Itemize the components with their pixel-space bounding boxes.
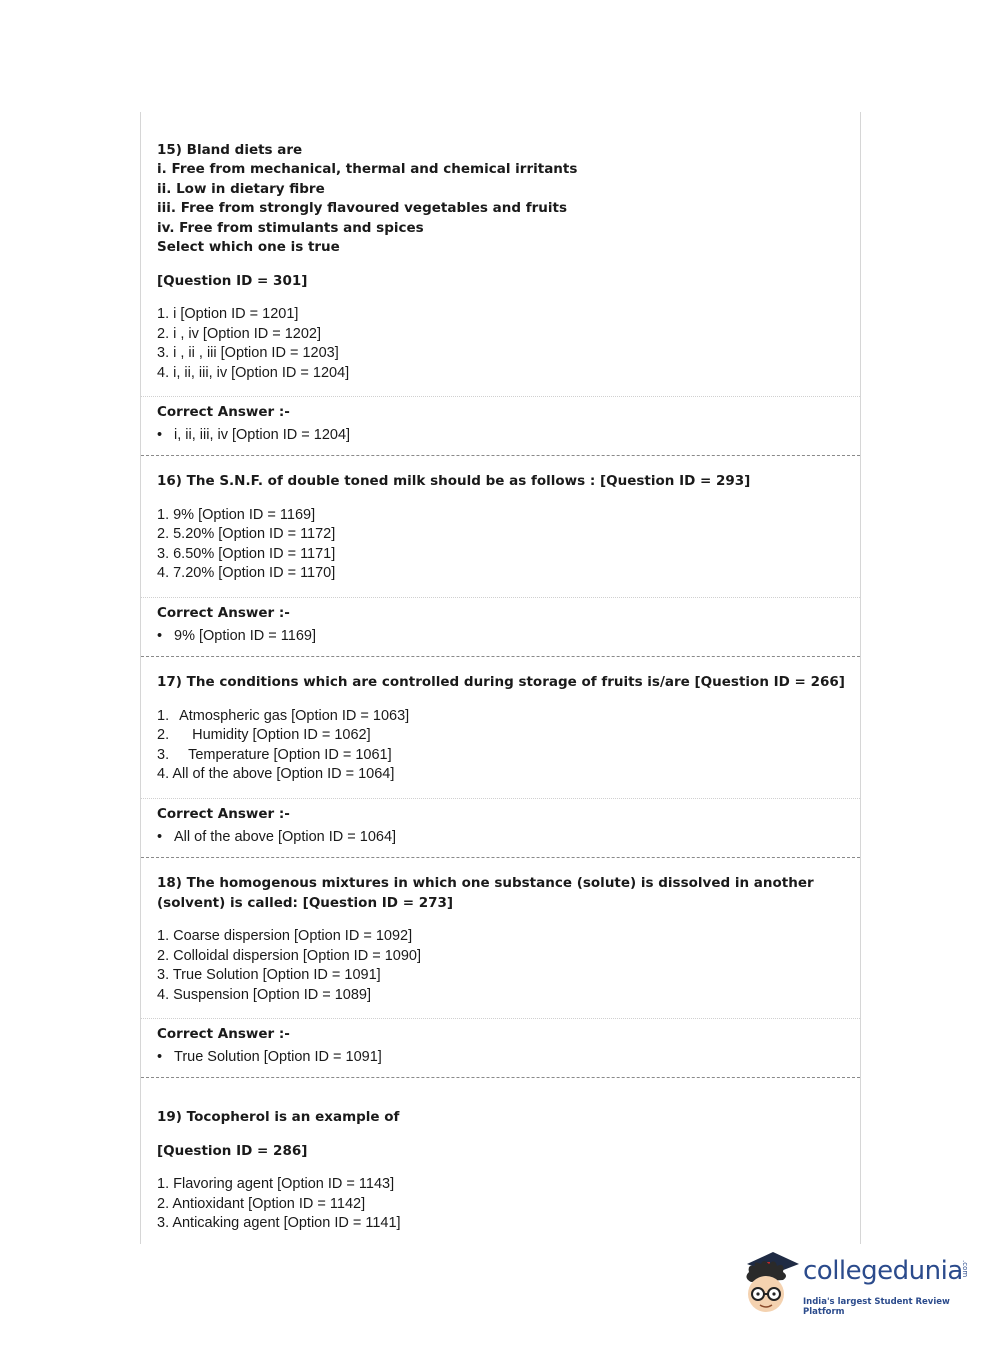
question-15-option-1: 1. i [Option ID = 1201] [157,306,299,322]
question-18-option-1: 1. Coarse dispersion [Option ID = 1092] [157,928,413,944]
question-15-instruction: Select which one is true [157,239,340,255]
logo-tagline: India's largest Student Review Platform [803,1297,950,1317]
question-19-id: [Question ID = 286] [157,1143,308,1159]
question-17-title: 17) The conditions which are controlled during storage of fruits is/are [Question ID = 266] [157,674,845,690]
divider [141,798,860,799]
question-15-option-4: 4. i, ii, iii, iv [Option ID = 1204] [157,365,350,381]
question-18-answer-label: Correct Answer :- [157,1026,290,1042]
question-18-title: 18) The homogenous mixtures in which one substance (solute) is dissolved in another (solvent) is called: [Question ID = 273] [157,875,814,911]
option-text: Atmospheric gas [Option ID = 1063] [179,708,410,724]
question-15-statement-4: iv. Free from stimulants and spices [157,220,424,236]
divider [141,1018,860,1019]
question-15-answer: • i, ii, iii, iv [Option ID = 1204] [157,426,350,444]
question-17-option-3 [157,746,392,764]
question-separator [141,656,860,657]
question-16-option-2: 2. 5.20% [Option ID = 1172] [157,526,336,542]
question-17-option-4 [157,765,394,783]
question-15-option-2: 2. i , iv [Option ID = 1202] [157,326,322,342]
question-15-statement-1: i. Free from mechanical, thermal and chemical irritants [157,161,578,177]
option-number: 4. [157,766,170,782]
question-18-option-2: 2. Colloidal dispersion [Option ID = 1090] [157,948,421,964]
question-16-option-4: 4. 7.20% [Option ID = 1170] [157,565,336,581]
question-15-title: 15) Bland diets are [157,142,303,158]
question-16-option-3: 3. 6.50% [Option ID = 1171] [157,546,336,562]
question-16-title: 16) The S.N.F. of double toned milk should be as follows : [Question ID = 293] [157,473,751,489]
student-mascot-icon [741,1250,801,1318]
question-separator [141,1077,860,1078]
question-19-option-2: 2. Antioxidant [Option ID = 1142] [157,1196,366,1212]
question-16-answer-label: Correct Answer :- [157,605,290,621]
question-17-option-2 [157,726,371,744]
question-separator [141,857,860,858]
question-19-option-3: 3. Anticaking agent [Option ID = 1141] [157,1215,401,1231]
question-15-option-3: 3. i , ii , iii [Option ID = 1203] [157,345,339,361]
question-16-answer: • 9% [Option ID = 1169] [157,627,316,645]
question-separator [141,455,860,456]
question-18-option-3: 3. True Solution [Option ID = 1091] [157,967,381,983]
question-17-option-1 [157,707,409,725]
logo-wordmark: collegedunia [803,1256,963,1286]
question-18-answer: • True Solution [Option ID = 1091] [157,1048,382,1066]
question-18-option-4: 4. Suspension [Option ID = 1089] [157,987,372,1003]
option-number: 2. [157,727,170,743]
option-text: All of the above [Option ID = 1064] [172,766,395,782]
question-15-id: [Question ID = 301] [157,273,308,289]
logo-domain: .com [961,1260,969,1278]
question-19-title: 19) Tocopherol is an example of [157,1109,400,1125]
divider [141,396,860,397]
question-15-statement-2: ii. Low in dietary fibre [157,181,325,197]
question-19-option-1: 1. Flavoring agent [Option ID = 1143] [157,1176,395,1192]
question-16-option-1: 1. 9% [Option ID = 1169] [157,507,316,523]
option-text: Temperature [Option ID = 1061] [188,747,392,763]
option-number: 1. [157,708,170,724]
option-text: Humidity [Option ID = 1062] [192,727,371,743]
collegedunia-logo[interactable] [741,1250,971,1320]
question-17-answer: • All of the above [Option ID = 1064] [157,828,396,846]
question-15-statement-3: iii. Free from strongly flavoured vegetables and fruits [157,200,567,216]
question-15-answer-label: Correct Answer :- [157,404,290,420]
divider [141,597,860,598]
option-number: 3. [157,747,170,763]
question-17-answer-label: Correct Answer :- [157,806,290,822]
